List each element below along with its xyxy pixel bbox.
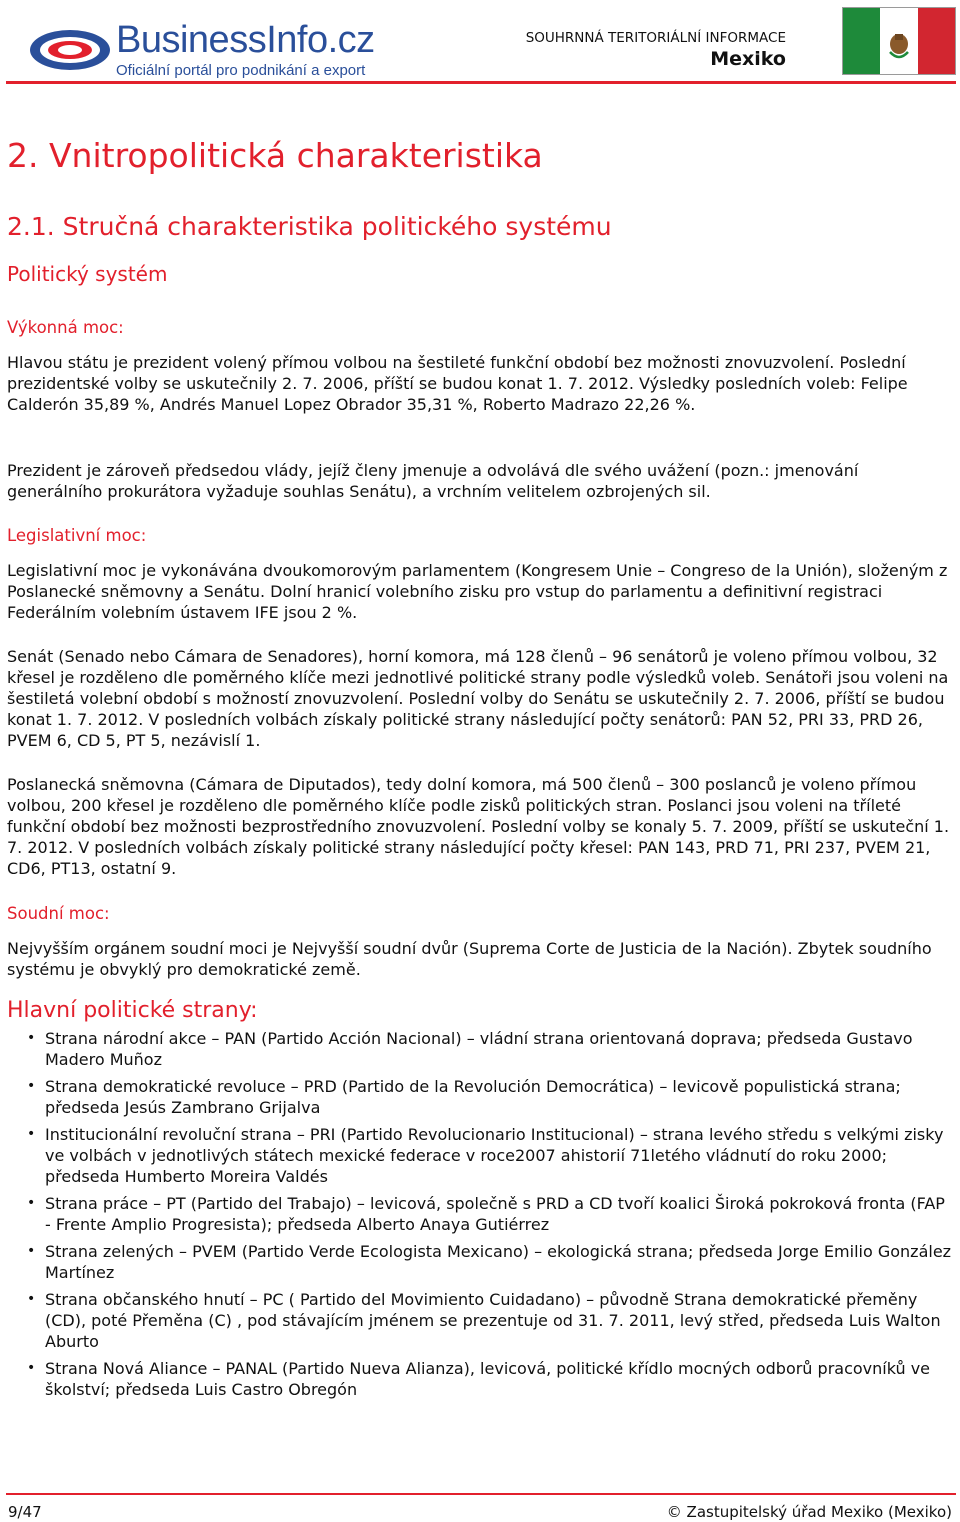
footer-divider [6, 1493, 956, 1495]
executive-heading: Výkonná moc: [7, 318, 124, 337]
globe-logo-icon [28, 26, 112, 72]
parties-heading: Hlavní politické strany: [7, 998, 258, 1023]
legislative-paragraph-2: Senát (Senado nebo Cámara de Senadores), horní komora, má 128 členů – 96 senátorů je voleno přímou volbou, 32 křesel je rozděleno dle poměrného klíče mezi jednotlivé politické strany podle výsledků voleb. Senátoři jsou voleni na šestiletá volební období s možností znovuzvolení. Poslední volby do Senátu se uskutečnily 2. 7. 2006, příští se budou konat 1. 7. 2012. V posledních volbách získaly politické strany následující počty senátorů: PAN 52, PRI 33, PRD 26, PVEM 6, CD 5, PT 5, nezávislí 1. [7, 647, 949, 750]
section-title: 2. Vnitropolitická charakteristika [7, 136, 543, 175]
logo-name: BusinessInfo [116, 19, 328, 61]
legislative-paragraph-3: Poslanecká sněmovna (Cámara de Diputados), tedy dolní komora, má 500 členů – 300 poslanců je voleno přímou volbou, 200 křesel je rozděleno dle poměrného klíče podle zisků politických stran. Poslanci jsou voleni na tříleté funkční období bez možnosti bezprostředního znovuzvolení. Poslední volby se konaly 5. 7. 2009, příští se uskuteční 1. 7. 2012. V posledních volbách získaly politické strany následující počty křesel: PAN 143, PRD 71, PRI 237, PVEM 21, CD6, PT13, ostatní 9. [7, 775, 950, 878]
list-item: • Strana občanského hnutí – PC ( Partido del Movimiento Cuidadano) – původně Strana demokratické přeměny (CD), poté Přeměna (C) , pod stávajícím jménem se prezentuje od 31. 7. 2011, levý střed, předseda Luis Walton Aburto [7, 1289, 953, 1352]
document-type-block [526, 30, 786, 70]
subsection-title: 2.1. Stručná charakteristika politického systému [7, 212, 612, 241]
logo-tld: .cz [327, 19, 375, 61]
list-item: • Institucionální revoluční strana – PRI (Partido Revolucionario Institucional) – strana levého středu s velkými zisky ve volbách v jednotlivých státech mexické federace v roce2007 ahistorií 71letého vládnutí do roku 2000; předseda Humberto Moreira Valdés [7, 1124, 953, 1187]
judicial-paragraph: Nejvyšším orgánem soudní moci je Nejvyšší soudní dvůr (Suprema Corte de Justicia de la Nación). Zbytek soudního systému je obvyklý pro demokratické země. [7, 939, 932, 979]
legislative-paragraph-1: Legislativní moc je vykonávána dvoukomorovým parlamentem (Kongresem Unie – Congreso de la Unión), složeným z Poslanecké sněmovny a Senátu. Dolní hranicí volebního zisku pro vstup do parlamentu a definitivní registraci Federálním volebním ústavem IFE jsou 2 %. [7, 561, 948, 622]
political-system-heading: Politický systém [7, 262, 168, 286]
copyright-notice: © Zastupitelský úřad Mexiko (Mexiko) [666, 1503, 952, 1521]
list-item: • Strana Nová Aliance – PANAL (Partido Nueva Alianza), levicová, politické křídlo mocných odborů pracovníků ve školství; předseda Luis Castro Obregón [7, 1358, 953, 1400]
logo-subtitle: Oficiální portál pro podnikání a export [116, 62, 366, 79]
list-item: • Strana zelených – PVEM (Partido Verde Ecologista Mexicano) – ekologická strana; předseda Jorge Emilio González Martínez [7, 1241, 953, 1283]
businessinfo-logo[interactable] [28, 18, 388, 80]
judicial-heading: Soudní moc: [7, 904, 110, 923]
list-item: • Strana národní akce – PAN (Partido Acción Nacional) – vládní strana orientovaná doprava; předseda Gustavo Madero Muñoz [7, 1028, 953, 1070]
coat-of-arms-icon [880, 8, 918, 74]
list-item: • Strana demokratické revoluce – PRD (Partido de la Revolución Democrática) – levicově populistická strana; předseda Jesús Zambrano Grijalva [7, 1076, 953, 1118]
parties-list [7, 1028, 953, 1406]
list-item: • Strana práce – PT (Partido del Trabajo) – levicová, společně s PRD a CD tvoří koalici Široká pokroková fronta (FAP - Frente Amplio Progresista); předseda Alberto Anaya Gutiérrez [7, 1193, 953, 1235]
country-name: Mexiko [710, 48, 786, 70]
document-body [7, 134, 953, 1399]
legislative-heading: Legislativní moc: [7, 526, 147, 545]
mexico-flag-icon [842, 7, 956, 75]
executive-paragraph-2: Prezident je zároveň předsedou vlády, jejíž členy jmenuje a odvolává dle svého uvážení (pozn.: jmenování generálního prokurátora vyžaduje souhlas Senátu), a vrchním velitelem ozbrojených sil. [7, 461, 859, 501]
page-number: 9/47 [8, 1503, 42, 1521]
page-header [0, 0, 960, 82]
executive-paragraph-1: Hlavou státu je prezident volený přímou volbou na šestileté funkční období bez možnosti znovuzvolení. Poslední prezidentské volby se uskutečnily 2. 7. 2006, příští se budou konat 1. 7. 2012. Výsledky posledních voleb: Felipe Calderón 35,89 %, Andrés Manuel Lopez Obrador 35,31 %, Roberto Madrazo 22,26 %. [7, 353, 908, 414]
document-type: SOUHRNNÁ TERITORIÁLNÍ INFORMACE [525, 30, 786, 46]
header-divider [6, 81, 956, 84]
